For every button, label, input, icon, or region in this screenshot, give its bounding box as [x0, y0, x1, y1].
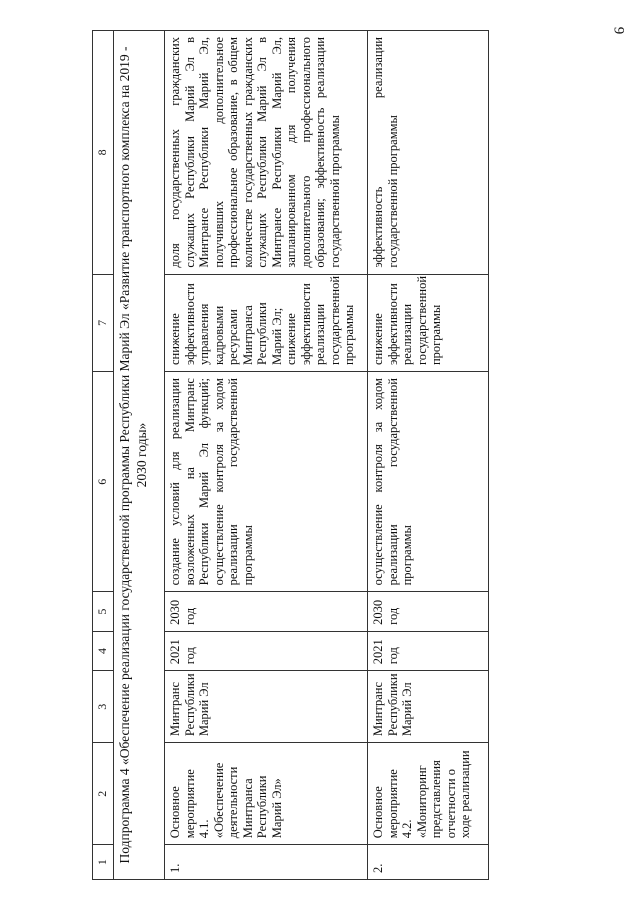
row-number: 2.: [368, 845, 489, 880]
page-number: 9: [610, 26, 627, 35]
activity-content: осуществление контроля за ходом реализации государственной программы: [368, 372, 489, 592]
related-indicators: доля государственных гражданских служащих Республики Марий Эл в Минтрансе Республики Марий Эл, получивших дополнительное профессиональное образование, в общем количестве государственных гражданских служащих Республики Марий Эл в Минтрансе Республики Марий Эл, запланированном для получения дополнительного профессионального образования; эффективность реализации государственной программы: [165, 31, 368, 275]
non-implementation-consequences: снижение эффективности реализации государственной программы: [368, 274, 489, 371]
subprogram-title: Подпрограмма 4 «Обеспечение реализации государственной программы Республики Марий Эл «Развитие транспортного комплекса на 2019 - 2030 годы»: [114, 31, 165, 880]
activity-content: создание условий для реализации возложенных на Минтранс Республики Марий Эл функций; осуществление контроля за ходом реализации государственной программы: [165, 372, 368, 592]
column-number: 2: [93, 743, 114, 845]
column-number: 1: [93, 845, 114, 880]
activity-name: Основное мероприятие 4.1. «Обеспечение деятельности Минтранса Республики Марий Эл»: [165, 743, 368, 845]
column-number: 6: [93, 372, 114, 592]
subprogram-title-row: [114, 31, 165, 880]
related-indicators: эффективность реализации государственной программы: [368, 31, 489, 275]
start-year: 2021 год: [368, 631, 489, 670]
non-implementation-consequences: снижение эффективности управления кадровыми ресурсами Минтранса Республики Марий Эл; снижение эффективности реализации государственной программы: [165, 274, 368, 371]
end-year: 2030 год: [368, 592, 489, 631]
column-number: 4: [93, 631, 114, 670]
table-sheet: [92, 30, 639, 880]
start-year: 2021 год: [165, 631, 368, 670]
executor: Минтранс Республики Марий Эл: [368, 671, 489, 743]
row-number: 1.: [165, 845, 368, 880]
column-number: 8: [93, 31, 114, 275]
end-year: 2030 год: [165, 592, 368, 631]
activity-name: Основное мероприятие 4.2. «Мониторинг представления отчетности о ходе реализации: [368, 743, 489, 845]
column-number-row: [93, 31, 114, 880]
column-number: 3: [93, 671, 114, 743]
table-row: [368, 31, 489, 880]
executor: Минтранс Республики Марий Эл: [165, 671, 368, 743]
column-number: 7: [93, 274, 114, 371]
column-number: 5: [93, 592, 114, 631]
activities-table: [92, 30, 489, 880]
table-row: [165, 31, 368, 880]
